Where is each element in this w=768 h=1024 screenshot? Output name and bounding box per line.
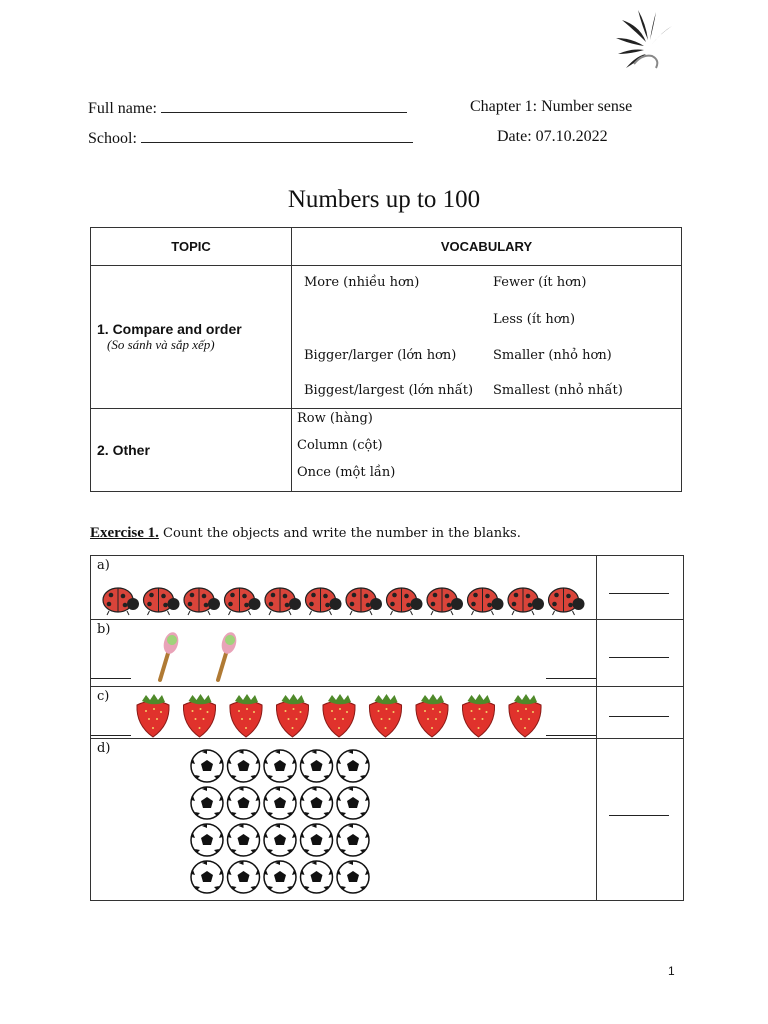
vocab-compare-order	[292, 266, 682, 409]
answer-cell-d	[597, 739, 684, 901]
vocabulary-table	[90, 227, 682, 492]
soccer-ball-icon	[301, 787, 333, 819]
soccer-ball-icon	[301, 824, 333, 856]
strawberry-icon	[230, 694, 262, 737]
maraca-icon	[160, 631, 181, 680]
soccer-ball-icon	[337, 824, 369, 856]
word-once: Once (một lần)	[297, 465, 396, 480]
soccer-ball-icon	[264, 787, 296, 819]
page-number: 1	[668, 964, 675, 978]
answer-blank-b[interactable]	[609, 657, 669, 658]
soccer-ball-icon	[264, 824, 296, 856]
strawberry-icon	[183, 694, 215, 737]
answer-cell-c	[597, 687, 684, 739]
ladybug-icon	[346, 588, 382, 615]
soccer-ball-icon	[191, 824, 223, 856]
full-name-label: Full name:	[88, 100, 157, 117]
word-fewer: Fewer (ít hơn)	[493, 275, 587, 290]
row-d-label: d)	[97, 741, 111, 756]
strawberry-icon	[137, 694, 169, 737]
soccer-ball-icon	[301, 861, 333, 893]
full-name-row	[88, 98, 407, 118]
ladybug-icon	[265, 588, 301, 615]
chapter-label: Chapter 1: Number sense	[470, 98, 633, 115]
soccer-ball-icon	[228, 824, 260, 856]
vocabulary-header: VOCABULARY	[292, 228, 682, 266]
maraca-icon	[218, 631, 239, 680]
row-b-label: b)	[97, 622, 111, 637]
strawberry-icon	[416, 694, 448, 737]
school-row	[88, 128, 413, 148]
full-name-blank[interactable]	[161, 98, 407, 113]
strawberry-icon	[369, 694, 401, 737]
ladybug-icon	[184, 588, 220, 615]
strawberry-icon	[509, 694, 541, 737]
word-row: Row (hàng)	[297, 411, 373, 426]
answer-blank-d[interactable]	[609, 815, 669, 816]
topic-compare-order-label: 1. Compare and order	[97, 321, 242, 337]
date-label: Date: 07.10.2022	[497, 128, 608, 145]
strawberry-icon	[323, 694, 355, 737]
soccer-ball-icon	[228, 787, 260, 819]
word-less: Less (ít hơn)	[493, 312, 576, 327]
word-column: Column (cột)	[297, 438, 383, 453]
ladybug-icon	[144, 588, 180, 615]
soccer-ball-icon	[228, 861, 260, 893]
row-c	[91, 687, 597, 739]
logo-icon	[612, 8, 682, 78]
soccer-ball-icon	[191, 787, 223, 819]
answer-blank-c[interactable]	[609, 716, 669, 717]
word-smaller: Smaller (nhỏ hơn)	[493, 348, 612, 363]
page-title: Numbers up to 100	[287, 186, 481, 213]
school-label: School:	[88, 130, 137, 147]
answer-cell-a	[597, 556, 684, 620]
answer-blank-a[interactable]	[609, 593, 669, 594]
strawberry-icon	[462, 694, 494, 737]
soccer-ball-icon	[337, 787, 369, 819]
row-b	[91, 620, 597, 687]
row-a	[91, 556, 597, 620]
strawberry-group	[91, 687, 596, 739]
exercise-1-label: Exercise 1.	[90, 525, 159, 541]
ladybug-group	[91, 556, 596, 620]
ladybug-icon	[508, 588, 544, 615]
school-blank[interactable]	[141, 128, 413, 143]
maraca-group	[91, 620, 596, 687]
ladybug-icon	[306, 588, 342, 615]
word-more: More (nhiều hơn)	[304, 275, 420, 290]
word-biggest: Biggest/largest (lớn nhất)	[304, 383, 474, 398]
soccer-ball-icon	[191, 861, 223, 893]
strawberry-icon	[276, 694, 308, 737]
exercise-1-table	[90, 555, 684, 901]
soccer-ball-icon	[264, 861, 296, 893]
row-a-label: a)	[97, 558, 110, 573]
exercise-1-heading	[90, 525, 521, 542]
topic-header: TOPIC	[91, 228, 292, 266]
row-c-label: c)	[97, 689, 110, 704]
word-smallest: Smallest (nhỏ nhất)	[493, 383, 623, 398]
ladybug-icon	[468, 588, 504, 615]
ladybug-icon	[225, 588, 261, 615]
ladybug-icon	[387, 588, 423, 615]
ladybug-icon	[549, 588, 585, 615]
soccer-ball-icon	[191, 750, 223, 782]
ladybug-icon	[103, 588, 139, 615]
soccer-ball-icon	[264, 750, 296, 782]
answer-cell-b	[597, 620, 684, 687]
row-d	[91, 739, 597, 901]
ladybug-icon	[427, 588, 463, 615]
topic-compare-order	[91, 266, 292, 409]
soccer-ball-icon	[337, 861, 369, 893]
word-bigger: Bigger/larger (lớn hơn)	[304, 348, 457, 363]
topic-compare-order-vi: (So sánh và sắp xếp)	[107, 337, 215, 352]
topic-other: 2. Other	[91, 409, 292, 492]
soccer-ball-icon	[228, 750, 260, 782]
vocab-other	[292, 409, 682, 492]
soccer-ball-group	[91, 739, 596, 901]
soccer-ball-icon	[337, 750, 369, 782]
soccer-ball-icon	[301, 750, 333, 782]
exercise-1-instruction: Count the objects and write the number in the blanks.	[158, 526, 521, 541]
